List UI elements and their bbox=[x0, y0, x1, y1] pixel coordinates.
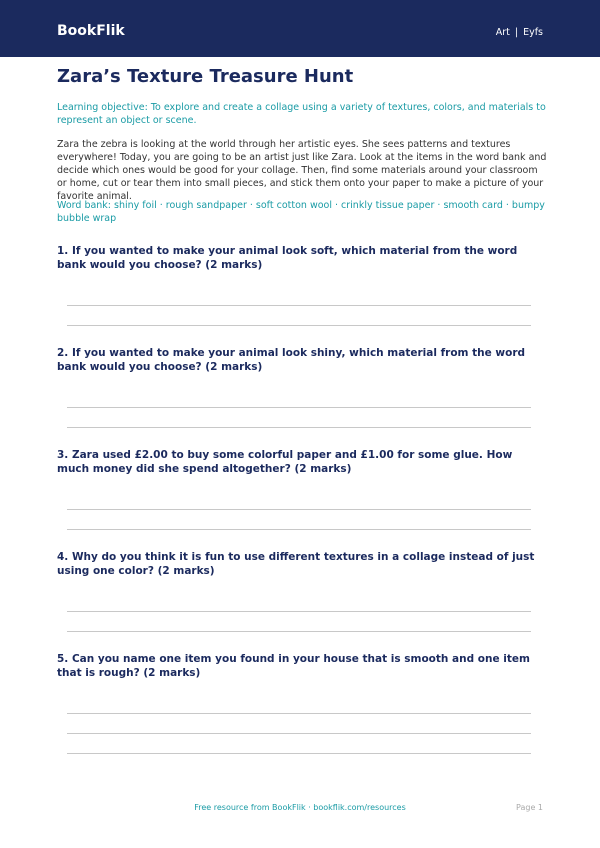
word-bank: Word bank: shiny foil · rough sandpaper · soft cotton wool · crinkly tissue paper · smooth card · bumpy bubble wrap bbox=[57, 200, 545, 224]
question-4: 4. Why do you think it is fun to use different textures in a collage instead of just using one color? (2 marks) bbox=[57, 551, 535, 577]
page-header bbox=[0, 0, 600, 57]
answer-line[interactable] bbox=[67, 713, 531, 714]
intro-paragraph: Zara the zebra is looking at the world through her artistic eyes. She sees patterns and textures everywhere! Today, you are going to be an artist just like Zara. Look at the items in the word bank and decide which ones would be good for your collage. Then, find some materials around your classroom or home, cut or tear them into small pieces, and stick them onto your paper to make a picture of your favorite animal. bbox=[57, 139, 547, 202]
question-5: 5. Can you name one item you found in your house that is smooth and one item that is rough? (2 marks) bbox=[57, 653, 530, 679]
answer-line[interactable] bbox=[67, 407, 531, 408]
answer-line[interactable] bbox=[67, 753, 531, 754]
subject-label: Art bbox=[495, 27, 510, 38]
answer-line[interactable] bbox=[67, 509, 531, 510]
learning-objective: Learning objective: To explore and create a collage using a variety of textures, colors, and materials to represent an object or scene. bbox=[57, 102, 546, 126]
answer-line[interactable] bbox=[67, 305, 531, 306]
question-2: 2. If you wanted to make your animal look shiny, which material from the word bank would you choose? (2 marks) bbox=[57, 347, 526, 373]
page-number: Page 1 bbox=[516, 803, 543, 812]
subject-tags bbox=[496, 26, 543, 40]
tag-separator: | bbox=[514, 27, 519, 38]
worksheet-title: Zara’s Texture Treasure Hunt bbox=[57, 66, 354, 87]
question-3: 3. Zara used £2.00 to buy some colorful paper and £1.00 for some glue. How much money did she spend altogether? (2 marks) bbox=[57, 449, 513, 475]
answer-line[interactable] bbox=[67, 611, 531, 612]
answer-line[interactable] bbox=[67, 529, 531, 530]
level-label: Eyfs bbox=[523, 27, 543, 38]
answer-line[interactable] bbox=[67, 325, 531, 326]
answer-line[interactable] bbox=[67, 631, 531, 632]
answer-line[interactable] bbox=[67, 733, 531, 734]
question-1: 1. If you wanted to make your animal look soft, which material from the word bank would you choose? (2 marks) bbox=[57, 245, 518, 271]
footer-credit[interactable]: Free resource from BookFlik · bookflik.com/resources bbox=[194, 803, 406, 812]
answer-line[interactable] bbox=[67, 427, 531, 428]
brand-logo[interactable]: BookFlik bbox=[57, 23, 125, 39]
